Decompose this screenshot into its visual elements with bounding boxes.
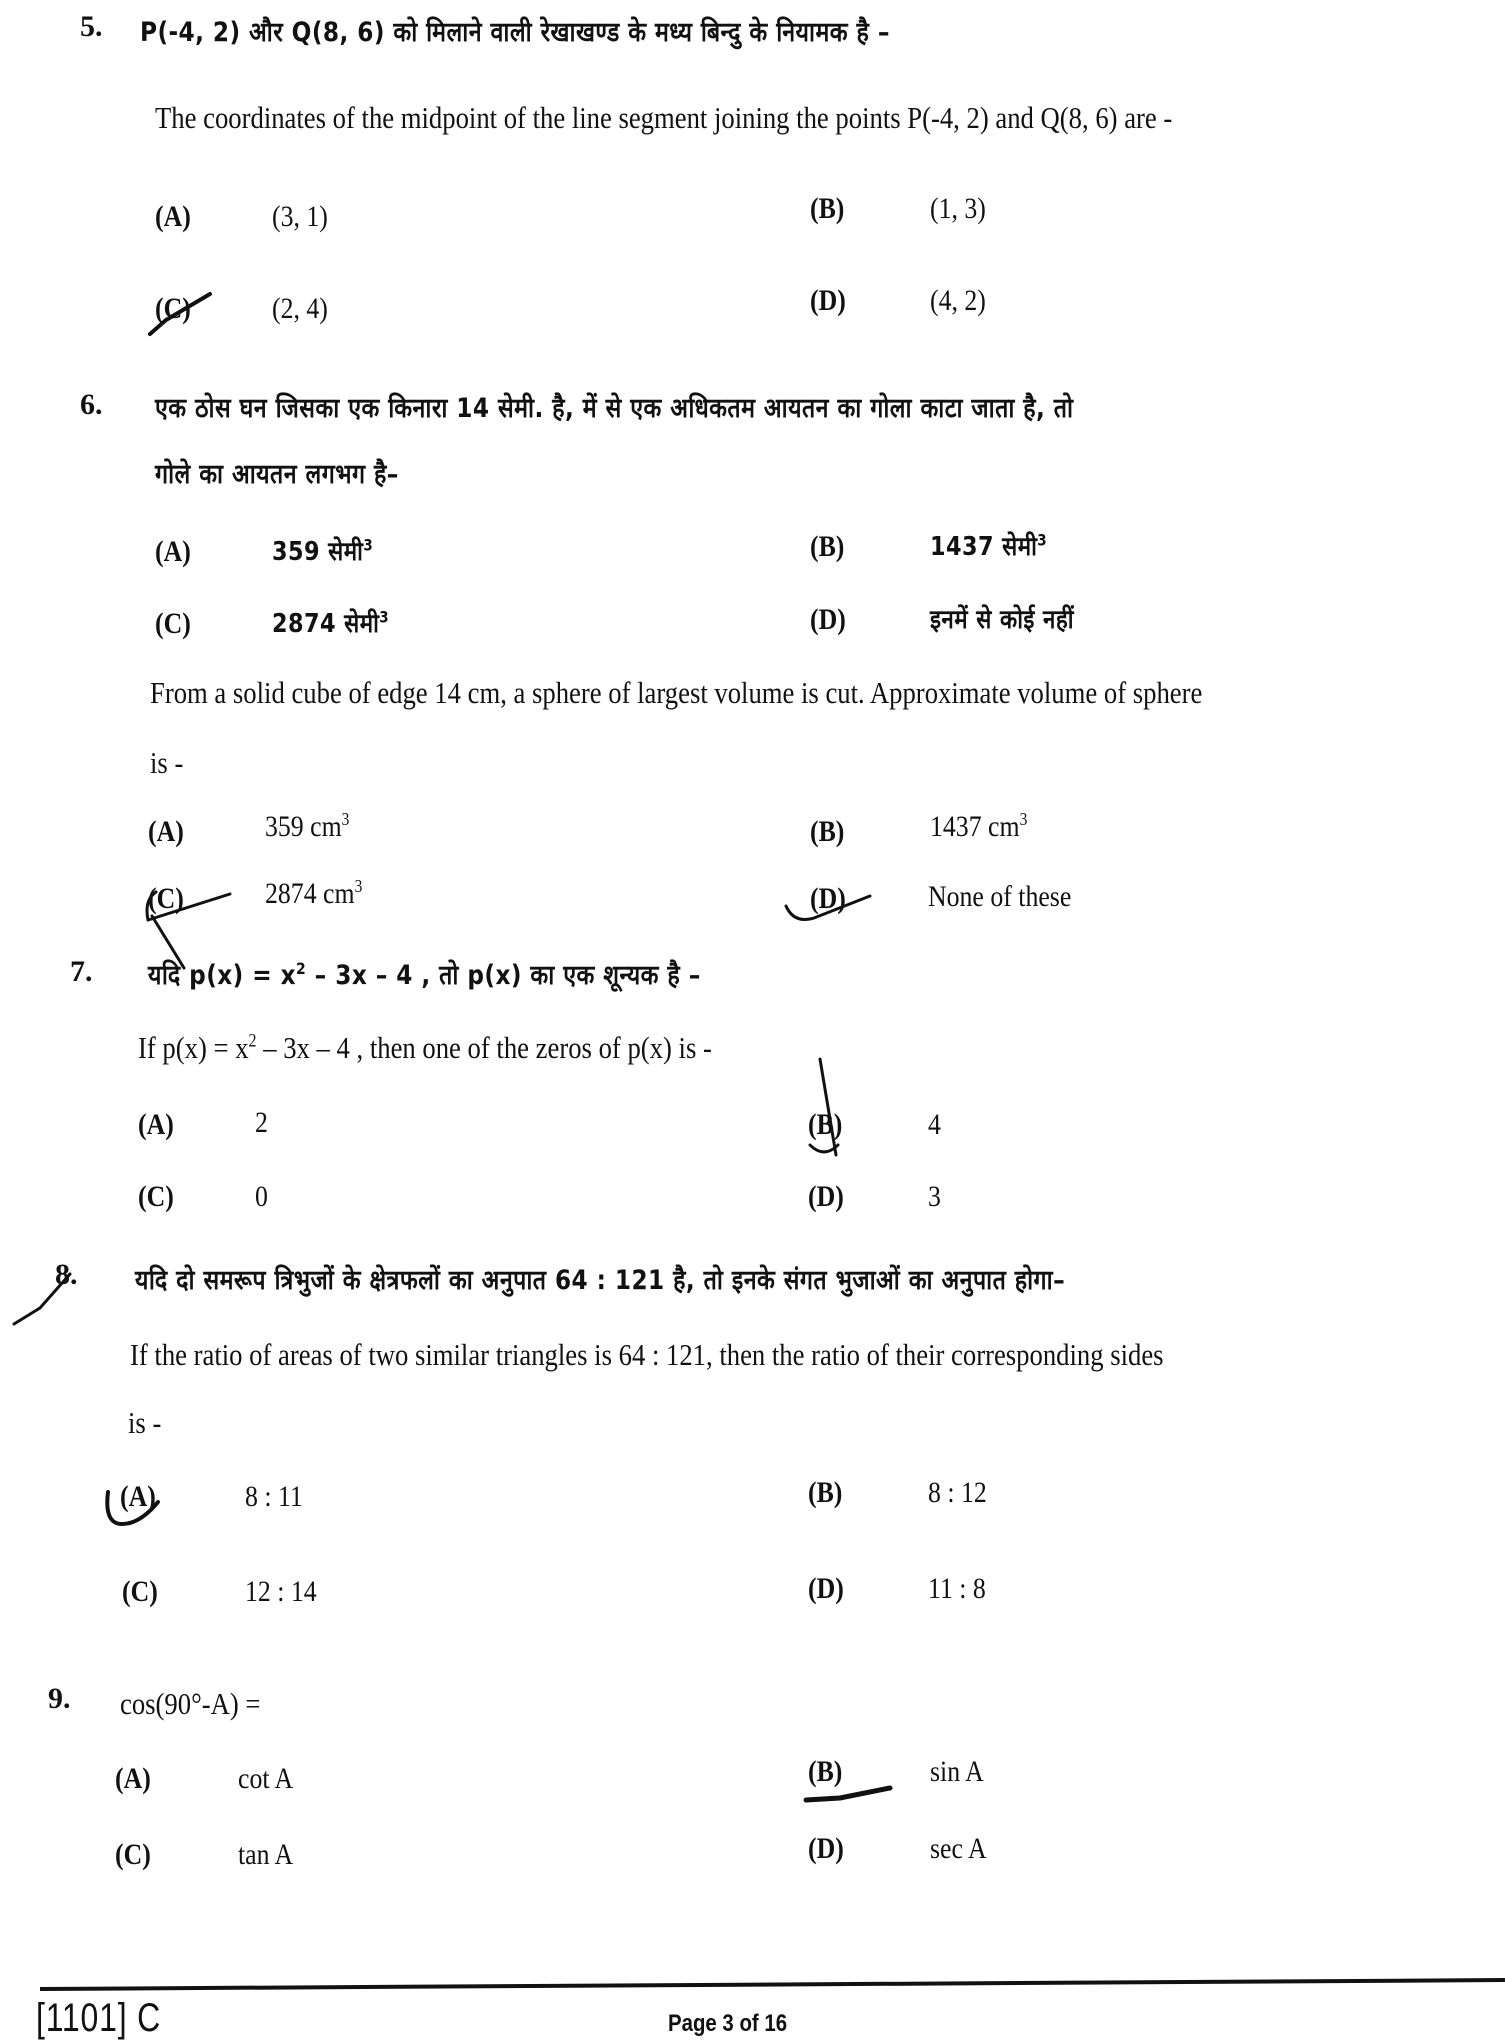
option-b-label[interactable]: (B) <box>810 815 845 848</box>
option-c-label[interactable]: (C) <box>148 882 184 915</box>
hindi-option-c-label[interactable]: (C) <box>155 607 191 640</box>
option-d-value: (4, 2) <box>930 284 986 317</box>
option-b-label[interactable]: (B) <box>808 1755 843 1788</box>
question-text-english: cos(90°-A) = <box>120 1686 261 1721</box>
option-a-value: cot A <box>238 1762 294 1795</box>
option-b-value: 8 : 12 <box>928 1476 987 1509</box>
option-a-label[interactable]: (A) <box>155 200 191 233</box>
question-number: 7. <box>70 955 93 988</box>
option-c-value: (2, 4) <box>272 292 328 325</box>
option-c-value: tan A <box>238 1838 294 1871</box>
option-b-label[interactable]: (B) <box>810 192 845 225</box>
option-a-label[interactable]: (A) <box>120 1480 156 1513</box>
question-text-hindi-line2: गोले का आयतन लगभग है– <box>155 459 399 490</box>
hindi-option-d-label[interactable]: (D) <box>810 603 846 636</box>
question-text-english-line2: is - <box>150 745 184 780</box>
option-d-value: 11 : 8 <box>928 1572 986 1605</box>
question-text-hindi: यदि $p(x) = x^2 - 3x - 4$ , तो p(x) का एक शून्यक है – <box>148 959 701 991</box>
option-d-label[interactable]: (D) <box>808 1180 844 1213</box>
question-number: 5. <box>80 10 103 43</box>
option-c-label[interactable]: (C) <box>138 1180 174 1213</box>
footer-divider <box>40 1978 1505 1991</box>
option-b-label[interactable]: (B) <box>808 1108 843 1141</box>
option-c-label[interactable]: (C) <box>115 1838 151 1871</box>
option-d-value: 3 <box>928 1180 941 1213</box>
question-number: 6. <box>80 388 103 421</box>
option-a-value: 8 : 11 <box>245 1480 303 1513</box>
option-c-value: 0 <box>255 1180 268 1213</box>
hindi-option-a-value: 359 सेमी$^3$ <box>272 536 374 567</box>
question-text-hindi: यदि दो समरूप त्रिभुजों के क्षेत्रफलों का अनुपात 64 : 121 है, तो इनके संगत भुजाओं का अनुपात होगा– <box>135 1265 1066 1296</box>
option-d-value: sec A <box>930 1832 987 1865</box>
question-text-hindi-line1: एक ठोस घन जिसका एक किनारा 14 सेमी. है, में से एक अधिकतम आयतन का गोला काटा जाता है, तो <box>155 393 1074 424</box>
option-a-value: 2 <box>255 1106 268 1139</box>
option-a-label[interactable]: (A) <box>138 1108 174 1141</box>
option-b-value: 1437 $cm^3$ <box>930 809 1028 843</box>
option-a-label[interactable]: (A) <box>115 1762 151 1795</box>
question-number: 8. <box>55 1258 78 1291</box>
question-number: 9. <box>48 1682 71 1715</box>
option-b-label[interactable]: (B) <box>808 1476 843 1509</box>
option-c-label[interactable]: (C) <box>155 292 191 325</box>
page-number: Page 3 of 16 <box>668 2010 788 2037</box>
question-text-english: If $p(x) = x^2 - 3x - 4$ , then one of the zeros of p(x) is - <box>138 1030 712 1065</box>
option-d-label[interactable]: (D) <box>810 882 846 915</box>
question-text-english-line1: If the ratio of areas of two similar triangles is 64 : 121, then the ratio of their corresponding sides <box>130 1337 1164 1372</box>
option-b-value: (1, 3) <box>930 192 986 225</box>
option-b-value: sin A <box>930 1755 984 1788</box>
option-c-value: 2874 $cm^3$ <box>265 876 363 910</box>
question-text-english-line1: From a solid cube of edge 14 cm, a sphere of largest volume is cut. Approximate volume of sphere <box>150 675 1203 710</box>
option-d-value: None of these <box>928 880 1072 913</box>
hindi-option-d-value: इनमें से कोई नहीं <box>930 605 1074 635</box>
question-text-english: The coordinates of the midpoint of the line segment joining the points P(-4, 2) and Q(8, 6) are - <box>155 100 1173 135</box>
option-a-value: (3, 1) <box>272 200 328 233</box>
option-d-label[interactable]: (D) <box>808 1832 844 1865</box>
option-a-label[interactable]: (A) <box>148 815 184 848</box>
question-text-hindi: P(-4, 2) और Q(8, 6) को मिलाने वाली रेखाखण्ड के मध्य बिन्दु के नियामक है – <box>140 17 890 48</box>
option-c-value: 12 : 14 <box>245 1575 317 1608</box>
hindi-option-c-value: 2874 सेमी$^3$ <box>272 608 390 639</box>
option-c-label[interactable]: (C) <box>122 1575 158 1608</box>
question-text-english-line2: is - <box>128 1405 162 1440</box>
option-a-value: 359 $cm^3$ <box>265 809 350 843</box>
option-d-label[interactable]: (D) <box>810 284 846 317</box>
option-b-value: 4 <box>928 1108 941 1141</box>
option-d-label[interactable]: (D) <box>808 1572 844 1605</box>
hindi-option-b-value: 1437 सेमी$^3$ <box>930 531 1048 562</box>
hindi-option-a-label[interactable]: (A) <box>155 535 191 568</box>
paper-code: [1101] C <box>36 1996 161 2040</box>
hindi-option-b-label[interactable]: (B) <box>810 530 845 563</box>
